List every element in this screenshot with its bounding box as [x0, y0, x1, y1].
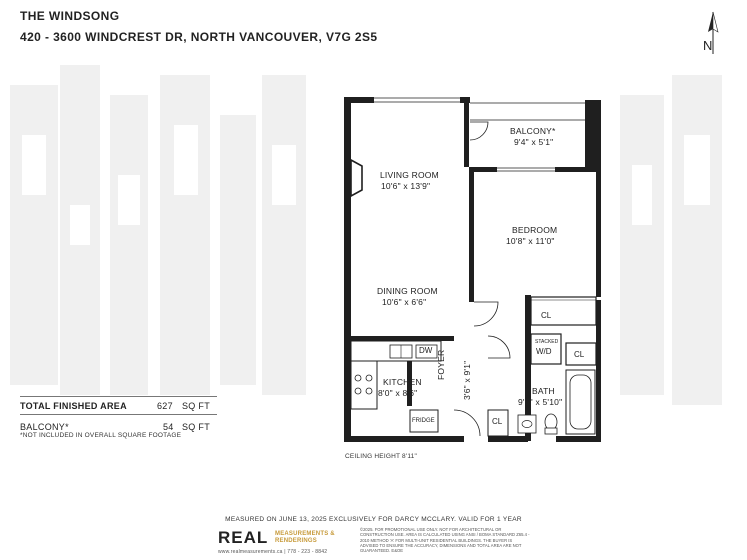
- brand-tagline-1: MEASUREMENTS &: [275, 531, 335, 537]
- foyer-dims: 3'6" x 9'1": [462, 360, 472, 400]
- balcony-area-label: BALCONY*: [20, 422, 69, 432]
- fridge-label: FRIDGE: [412, 418, 435, 424]
- ceiling-height: CEILING HEIGHT 8'11": [345, 453, 417, 460]
- bath-door-swing: [488, 336, 510, 358]
- legal-disclaimer: ©2025. FOR PROMOTIONAL USE ONLY. NOT FOR ARCHITECTURAL OR CONSTRUCTION USE. AREA IS CALCULATED USING ANSI / BOMA STANDARD Z65.4 - 2010 METHOD 'A' FOR MULTI-UNIT RESIDENTIAL BUILDINGS. THE BUYER IS ADVISED TO ENSURE THE ACCURACY, DIMENSIONS AND TOTAL AREA ARE NOT GUARANTEED. E&OE: [360, 527, 530, 554]
- north-label: N: [703, 38, 713, 53]
- total-area-value: 627: [157, 401, 173, 411]
- measurement-statement: MEASURED ON JUNE 13, 2025 EXCLUSIVELY FOR DARCY MCCLARY. VALID FOR 1 YEAR: [225, 516, 522, 523]
- foyer-closet-label: CL: [492, 417, 503, 426]
- balcony-area-unit: SQ FT: [182, 422, 210, 432]
- linen-closet-label: CL: [574, 350, 585, 359]
- stove-counter: [351, 361, 377, 409]
- bedroom-dims: 10'8" x 11'0": [506, 236, 555, 246]
- balcony-area-value: 54: [163, 422, 174, 432]
- dining-room-dims: 10'6" x 6'6": [382, 297, 427, 307]
- balcony-name: BALCONY*: [510, 126, 556, 136]
- brand-website: www.realmeasurements.ca | 778 - 223 - 8842: [218, 549, 328, 555]
- entry-door-swing: [454, 410, 480, 436]
- living-room-name: LIVING ROOM: [380, 170, 439, 180]
- dining-room-name: DINING ROOM: [377, 286, 438, 296]
- area-divider-bottom: [20, 414, 217, 415]
- bedroom-closet-label: CL: [541, 311, 552, 320]
- area-divider-top: [20, 396, 217, 397]
- balcony-dims: 9'4" x 5'1": [514, 137, 554, 147]
- dishwasher-label: DW: [419, 346, 433, 355]
- kitchen-name: KITCHEN: [383, 377, 422, 387]
- total-area-label: TOTAL FINISHED AREA: [20, 401, 127, 411]
- total-area-unit: SQ FT: [182, 401, 210, 411]
- property-title: THE WINDSONG: [20, 9, 120, 23]
- floor-plan: [330, 90, 620, 450]
- bath-dims: 9'5" x 5'10": [518, 397, 563, 407]
- brand-logo: REAL: [218, 528, 269, 547]
- property-address: 420 - 3600 WINDCREST DR, NORTH VANCOUVER, V7G 2S5: [20, 30, 378, 44]
- foyer-name: FOYER: [436, 349, 446, 380]
- balcony-door-swing: [470, 122, 488, 140]
- bath-sink: [518, 415, 536, 433]
- bath-name: BATH: [532, 386, 555, 396]
- bedroom-name: BEDROOM: [512, 225, 558, 235]
- area-footnote: *NOT INCLUDED IN OVERALL SQUARE FOOTAGE: [20, 432, 182, 439]
- kitchen-dims: 8'0" x 8'6": [378, 388, 418, 398]
- living-room-dims: 10'6" x 13'9": [381, 181, 431, 191]
- washer-dryer-label: W/D: [536, 347, 552, 356]
- fireplace: [351, 160, 362, 196]
- bedroom-door-swing: [474, 302, 498, 326]
- stacked-label: STACKED: [535, 339, 559, 345]
- brand-tagline-2: RENDERINGS: [275, 538, 318, 544]
